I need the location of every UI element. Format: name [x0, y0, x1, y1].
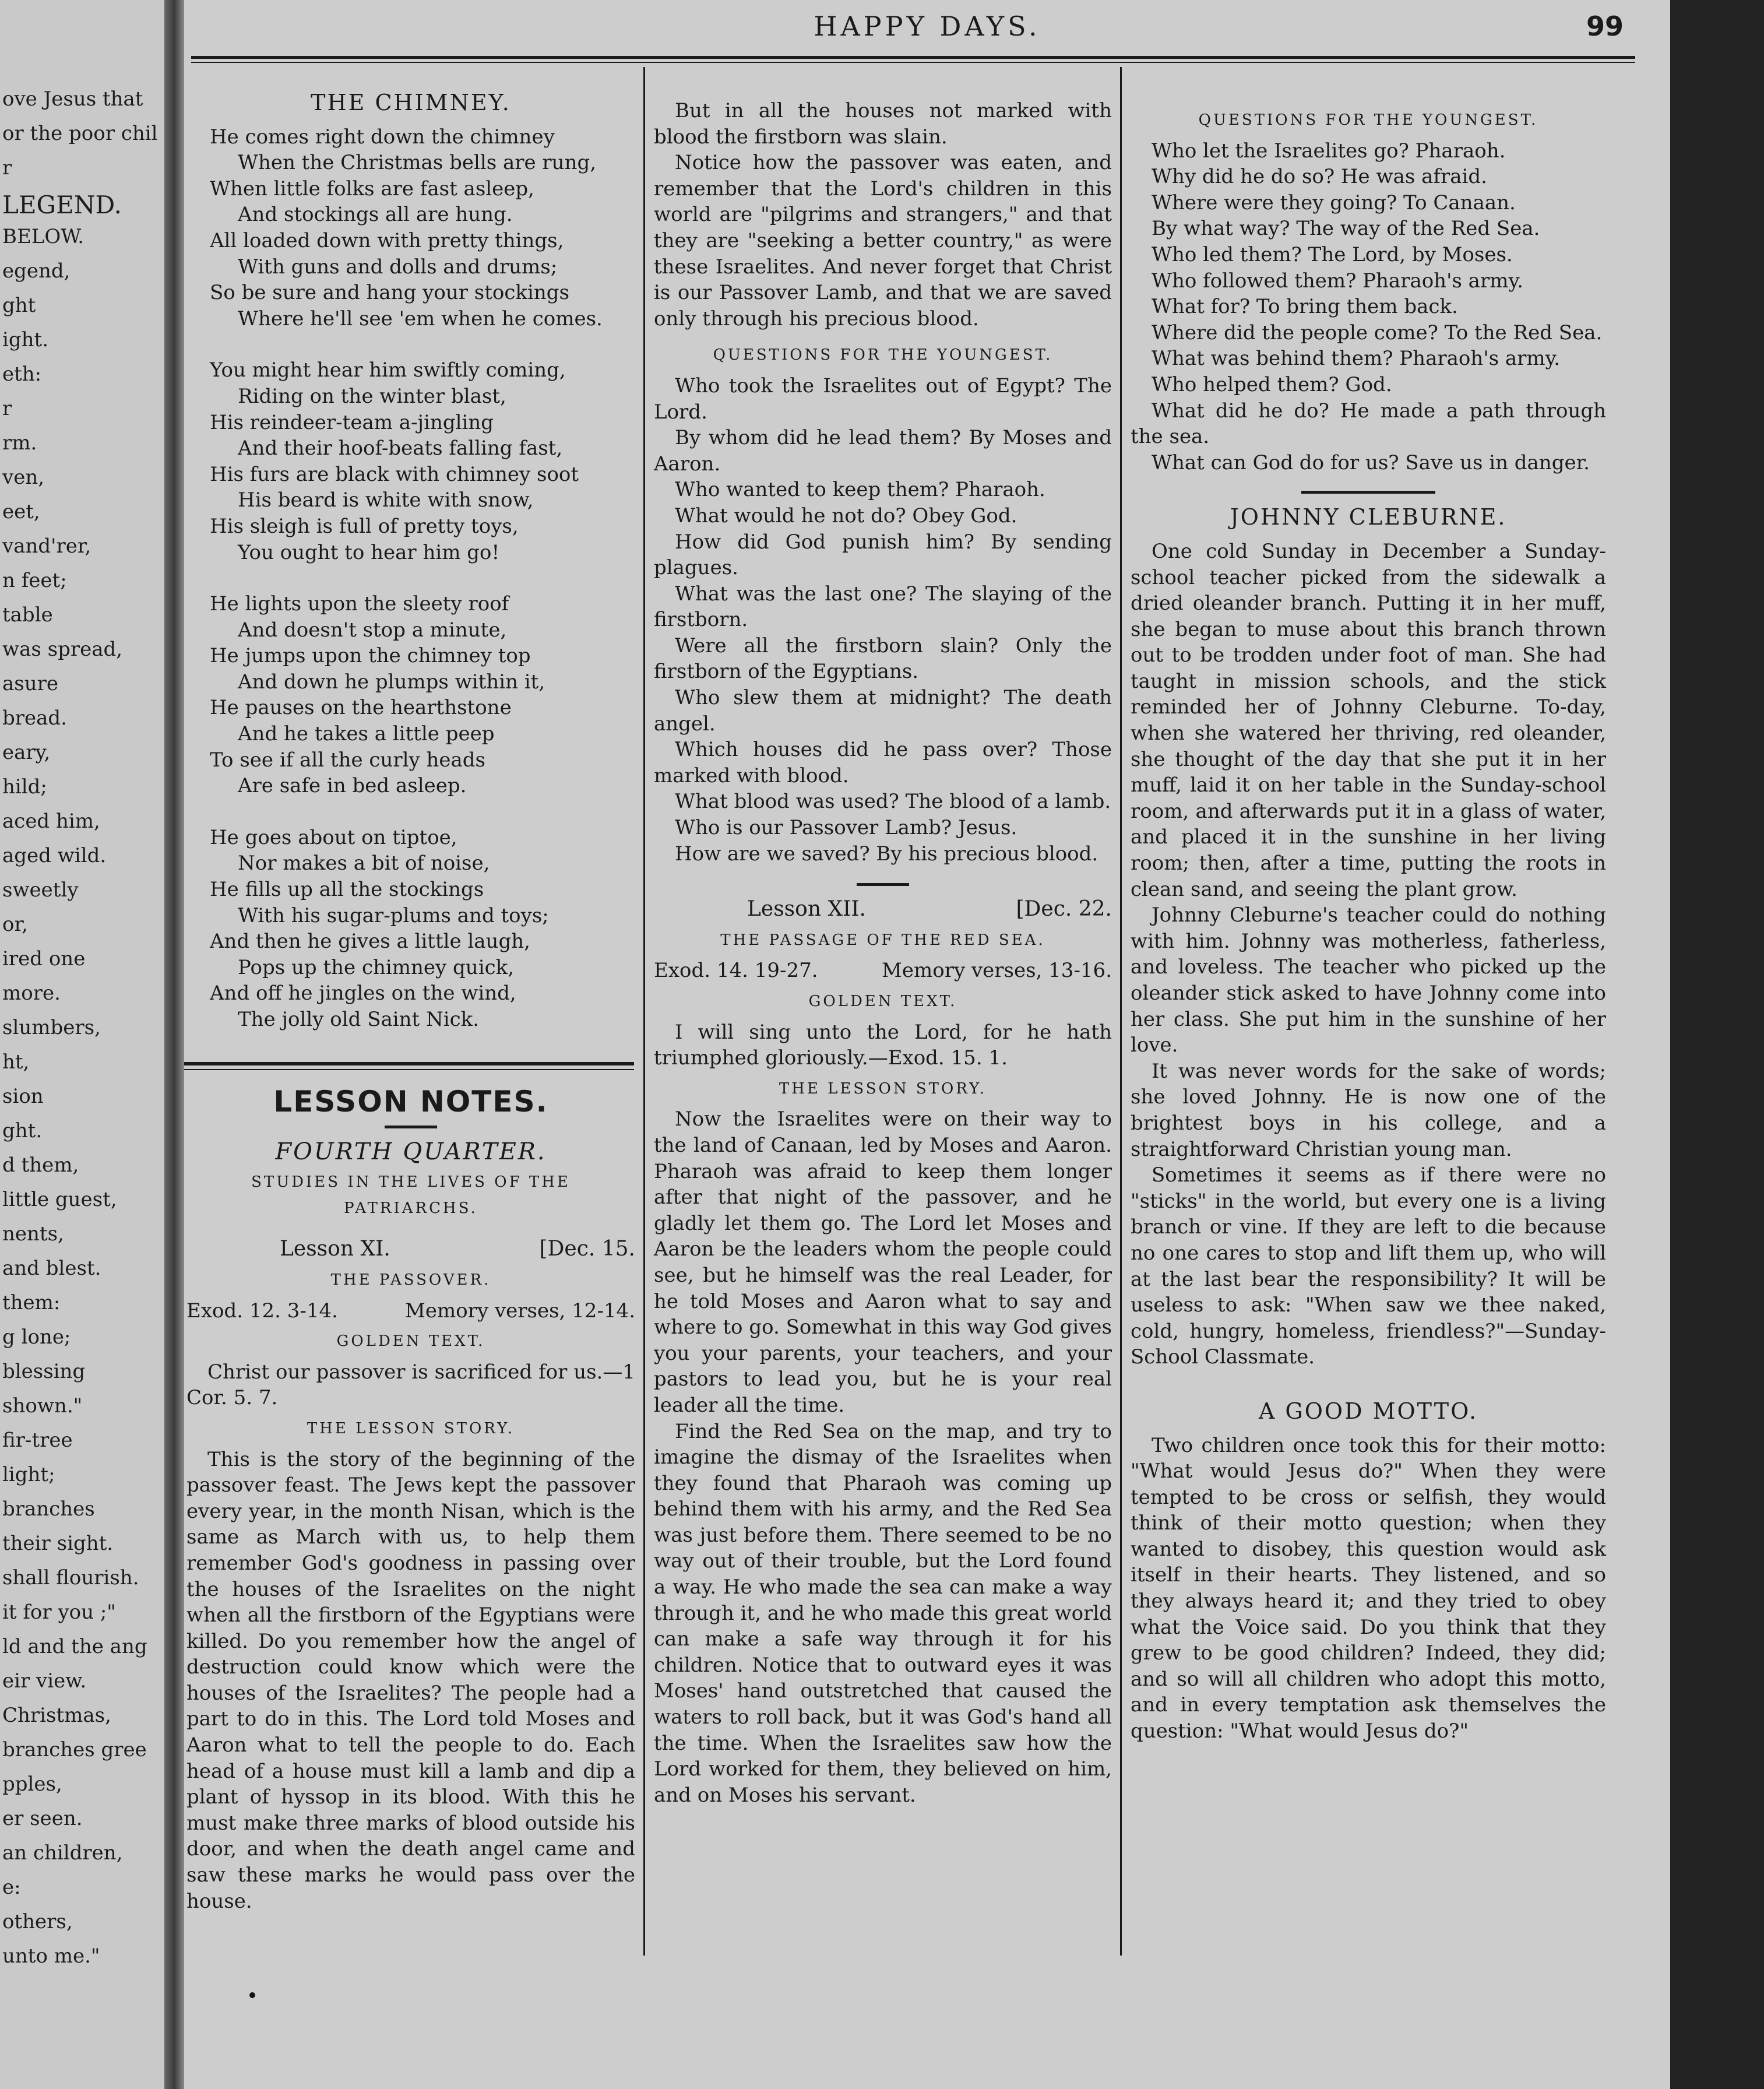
poem-line: His beard is white with snow,	[238, 488, 534, 512]
prev-page-line: r	[2, 397, 12, 420]
poem-line: He pauses on the hearthstone	[210, 696, 512, 720]
question-answer: Who slew them at midnight? The death angel.	[654, 686, 1112, 736]
section-rule-thin	[184, 1069, 634, 1070]
question-answer: Who took the Israelites out of Egypt? The Lord.	[654, 374, 1112, 424]
poem-line: With his sugar-plums and toys;	[238, 903, 549, 927]
prev-page-line: d them,	[2, 1153, 79, 1177]
column-rule-2	[1120, 67, 1122, 1956]
poem-line: And he takes a little peep	[238, 722, 495, 746]
lesson-story-label: THE LESSON STORY.	[779, 1079, 987, 1098]
question-answer: How did God punish him? By sending plagues.	[654, 530, 1112, 580]
question-answer: What was the last one? The slaying of the firstborn.	[654, 582, 1112, 632]
prev-page-line: eet,	[2, 500, 40, 523]
golden-text-label: GOLDEN TEXT.	[336, 1332, 485, 1351]
lesson-notes-title: LESSON NOTES.	[273, 1085, 548, 1119]
paragraph: Notice how the passover was eaten, and remember that the Lord's children in this world are "pilgrims and strangers," and that they are "seeking a better country," as were these Israelites. And never forget that Christ is our Passover Lamb, and that we are saved only through his precious blood.	[654, 151, 1112, 330]
poem-line: When the Christmas bells are rung,	[238, 151, 597, 175]
poem-stanza	[210, 825, 635, 1033]
book-gutter	[164, 0, 184, 2089]
poem-line: His furs are black with chimney soot	[210, 462, 579, 486]
questions-list	[1131, 138, 1606, 476]
questions-list	[654, 373, 1112, 867]
prev-page-line: pples,	[2, 1773, 62, 1796]
paragraph: One cold Sunday in December a Sunday-school teacher picked from the sidewalk a dried oleander branch. Putting it in her muff, she began to muse about this branch thrown out to be trodden under foot of man. She had taught in mission schools, and the stick reminded her of Johnny Cleburne. To-day, when she watered her thriving, red oleander, she thought of the day that she put it in her muff, laid it on her table in the Sunday-school room, and afterwards put it in a glass of water, and placed it in the sunshine in her living room; then, after a time, putting the roots in clean sand, and seeing the plant grow.	[1131, 539, 1606, 901]
prev-page-line: fir-tree	[2, 1429, 73, 1452]
poem-line: You ought to hear him go!	[238, 540, 500, 564]
poem-line: And off he jingles on the wind,	[210, 982, 516, 1005]
studies-heading: STUDIES IN THE LIVES OF THE PATRIARCHS.	[251, 1173, 571, 1217]
prev-page-line: shown."	[2, 1394, 83, 1418]
column-1	[186, 87, 635, 1058]
lesson-label: Lesson XII.	[747, 897, 866, 922]
prev-page-line: slumbers,	[2, 1016, 101, 1039]
short-rule	[385, 1126, 437, 1128]
lesson-label: Lesson XI.	[280, 1237, 390, 1261]
prev-page-line: shall flourish.	[2, 1566, 139, 1589]
question-answer: Where did the people come? To the Red Sea.	[1152, 321, 1603, 344]
prev-page-line: bread.	[2, 706, 67, 730]
poem-line: Where he'll see 'em when he comes.	[238, 307, 603, 330]
poem-the-chimney	[186, 124, 635, 1033]
question-answer: Who helped them? God.	[1152, 372, 1392, 396]
lesson-date: [Dec. 15.	[539, 1237, 635, 1261]
running-title: HAPPY DAYS.	[814, 10, 1041, 42]
paragraph: Two children once took this for their motto: "What would Jesus do?" When they were tempted to be cross or selfish, they would think of their motto question; when they wanted to disobey, this question would ask itself in their hearts. They listened, and so they always heard it; and they tried to obey what the Voice said. Do you think that they grew to be good children? Indeed, they did; and so will all children who adopt this motto, and in every temptation ask themselves the question: "What would Jesus do?"	[1131, 1433, 1606, 1743]
poem-line: And doesn't stop a minute,	[238, 618, 507, 642]
question-answer: Which houses did he pass over? Those marked with blood.	[654, 738, 1112, 787]
question-answer: Who let the Israelites go? Pharaoh.	[1152, 139, 1506, 163]
prev-page-line: blessing	[2, 1360, 86, 1383]
question-answer: What did he do? He made a path through the sea.	[1131, 399, 1606, 449]
paragraph: Johnny Cleburne's teacher could do nothing with him. Johnny was motherless, fatherless, and loveless. The teacher who picked up the oleander stick asked to have Johnny come into her class. She put him in the sunshine of her love.	[1131, 903, 1606, 1057]
paragraph: It was never words for the sake of words; she loved Johnny. He is now one of the brightest boys in his college, and a straightforward Christian young man.	[1131, 1059, 1606, 1161]
memory-verses: Memory verses, 12-14.	[405, 1299, 635, 1323]
golden-text-label: GOLDEN TEXT.	[808, 993, 957, 1010]
column-3	[1131, 103, 1606, 1745]
previous-page-fragment	[0, 0, 164, 2089]
lesson-xi-line	[186, 1236, 635, 1262]
story-title: JOHNNY CLEBURNE.	[1230, 504, 1507, 530]
question-answer: How are we saved? By his precious blood.	[675, 842, 1098, 866]
prev-page-line: more.	[2, 982, 61, 1005]
prev-page-line: e:	[2, 1876, 21, 1899]
prev-page-line: it for you ;"	[2, 1601, 116, 1624]
column-rule-1	[643, 67, 645, 1956]
prev-page-line: ove Jesus that	[2, 87, 143, 111]
ink-spot	[249, 1992, 255, 1998]
prev-page-line: unto me."	[2, 1944, 100, 1968]
question-answer: Were all the firstborn slain? Only the firstborn of the Egyptians.	[654, 634, 1112, 684]
poem-line: Pops up the chimney quick,	[238, 955, 515, 979]
prev-page-line: branches	[2, 1497, 95, 1521]
question-answer: Why did he do so? He was afraid.	[1152, 165, 1487, 189]
prev-page-line: g lone;	[2, 1325, 71, 1349]
question-answer: By whom did he lead them? By Moses and Aaron.	[654, 426, 1112, 476]
prev-page-line: ight.	[2, 328, 49, 351]
poem-line: You might hear him swiftly coming,	[210, 358, 566, 382]
prev-page-line: rm.	[2, 431, 37, 455]
prev-page-line: nents,	[2, 1222, 64, 1246]
scan-border	[1670, 0, 1764, 2089]
page-99	[184, 0, 1670, 2089]
poem-line: So be sure and hang your stockings	[210, 281, 570, 305]
question-answer: Who wanted to keep them? Pharaoh.	[675, 478, 1045, 502]
poem-line: He jumps upon the chimney top	[210, 644, 531, 668]
poem-line: With guns and dolls and drums;	[238, 255, 558, 279]
poem-line: He fills up all the stockings	[210, 878, 484, 902]
prev-page-line: and blest.	[2, 1257, 101, 1280]
prev-page-line: er seen.	[2, 1807, 83, 1830]
poem-line: Riding on the winter blast,	[238, 384, 506, 408]
poem-line: He comes right down the chimney	[210, 125, 555, 149]
prev-page-line: little guest,	[2, 1188, 117, 1211]
prev-page-line: LEGEND.	[2, 191, 122, 219]
poem-line: And stockings all are hung.	[238, 203, 513, 227]
prev-page-line: branches gree	[2, 1738, 147, 1761]
prev-page-line: ired one	[2, 947, 86, 970]
question-answer: What blood was used? The blood of a lamb.	[675, 790, 1111, 814]
question-answer: What can God do for us? Save us in danger.	[1152, 451, 1590, 474]
lesson-story: This is the story of the beginning of the passover feast. The Jews kept the passover every year, in the month Nisan, which is the same as March with us, to help them remember God's goodness in passing over the houses of the Israelites on the night when all the firstborn of the Egyptians were killed. Do you remember how the angel of destruction could know which were the houses of the Israelites? The people had a part to do in this. The Lord told Moses and Aaron what to tell the people to do. Each head of a house must kill a lamb and dip a plant of hyssop in its blood. With this he must make three marks of blood outside his door, and when the death angel came and saw these marks he would pass over the house.	[186, 1447, 635, 1913]
prev-page-line: asure	[2, 672, 58, 695]
story-title: A GOOD MOTTO.	[1258, 1398, 1478, 1424]
poem-line: To see if all the curly heads	[210, 748, 485, 772]
lesson-story: Now the Israelites were on their way to the land of Canaan, led by Moses and Aaron. Pharaoh was afraid to keep them longer after that night of the passover, and he gladly let them go. The Lord let Moses and Aaron be the leaders whom the people could see, but he himself was the real Leader, for he told Moses and Aaron what to say and where to go. Somewhat in this way God gives you your parents, your teachers, and your pastors to lead you, but he is your real leader all the time.	[654, 1107, 1112, 1417]
prev-page-line: aced him,	[2, 810, 100, 833]
poem-line: And then he gives a little laugh,	[210, 930, 530, 954]
paragraph: But in all the houses not marked with blood the firstborn was slain.	[654, 99, 1112, 149]
prev-page-line: ght.	[2, 1119, 43, 1142]
lesson-story-label: THE LESSON STORY.	[307, 1419, 515, 1437]
prev-page-line: Christmas,	[2, 1704, 111, 1727]
prev-page-line: eth:	[2, 363, 42, 386]
prev-page-line: egend,	[2, 259, 71, 283]
prev-page-line: aged wild.	[2, 844, 107, 867]
poem-line: The jolly old Saint Nick.	[238, 1008, 480, 1031]
prev-page-line: ld and the ang	[2, 1635, 147, 1658]
prev-page-line: ht,	[2, 1050, 30, 1074]
question-answer: What would he not do? Obey God.	[675, 504, 1017, 527]
poem-line: His sleigh is full of pretty toys,	[210, 514, 519, 538]
prev-page-line: or,	[2, 913, 28, 936]
prev-page-line: eir view.	[2, 1669, 87, 1693]
prev-page-line: hild;	[2, 775, 47, 799]
lesson-subject: THE PASSAGE OF THE RED SEA.	[720, 931, 1045, 949]
prev-page-line: eary,	[2, 741, 51, 764]
question-answer: Where were they going? To Canaan.	[1152, 191, 1516, 214]
question-answer: Who followed them? Pharaoh's army.	[1152, 269, 1523, 293]
poem-line: His reindeer-team a-jingling	[210, 410, 494, 434]
prev-page-line: vand'rer,	[2, 534, 91, 558]
lesson-xii-line	[654, 896, 1112, 923]
poem-line: He goes about on tiptoe,	[210, 825, 457, 849]
poem-line: When little folks are fast asleep,	[210, 177, 534, 201]
prev-page-line: sweetly	[2, 878, 79, 902]
header-rule-thin	[191, 62, 1635, 63]
memory-verses: Memory verses, 13-16.	[882, 959, 1112, 983]
poem-title: THE CHIMNEY.	[311, 90, 511, 115]
prev-page-line: ven,	[2, 466, 45, 489]
page-number: 99	[1586, 10, 1624, 42]
poem-line: He lights upon the sleety roof	[210, 592, 509, 616]
poem-line: And down he plumps within it,	[238, 670, 545, 694]
reference: Exod. 12. 3-14.	[186, 1299, 338, 1323]
scripture-reference	[186, 1298, 635, 1324]
poem-line: And their hoof-beats falling fast,	[238, 437, 563, 460]
section-rule	[184, 1062, 634, 1065]
prev-page-line: their sight.	[2, 1532, 114, 1555]
questions-label: QUESTIONS FOR THE YOUNGEST.	[713, 346, 1053, 364]
header-rule	[191, 56, 1635, 59]
poem-stanza	[210, 357, 635, 565]
question-answer: What for? To bring them back.	[1152, 295, 1458, 319]
golden-text: I will sing unto the Lord, for he hath triumphed gloriously.—Exod. 15. 1.	[654, 1020, 1112, 1070]
prev-page-line: light;	[2, 1463, 55, 1486]
questions-label: QUESTIONS FOR THE YOUNGEST.	[1198, 111, 1538, 129]
poem-stanza	[210, 124, 635, 332]
scripture-reference	[654, 958, 1112, 984]
prev-page-line: BELOW.	[2, 225, 84, 248]
poem-stanza	[210, 591, 635, 799]
prev-page-line: them:	[2, 1291, 61, 1314]
quarter-heading: FOURTH QUARTER.	[275, 1138, 547, 1165]
prev-page-line: an children,	[2, 1841, 123, 1865]
column-2	[654, 98, 1112, 1808]
poem-line: Nor makes a bit of noise,	[238, 852, 490, 875]
prev-page-line: was spread,	[2, 638, 123, 661]
question-answer: What was behind them? Pharaoh's army.	[1152, 347, 1561, 371]
lesson-date: [Dec. 22.	[1016, 897, 1112, 922]
reference: Exod. 14. 19-27.	[654, 959, 818, 983]
short-rule	[857, 883, 909, 886]
question-answer: By what way? The way of the Red Sea.	[1152, 217, 1540, 241]
prev-page-line: table	[2, 603, 53, 627]
question-answer: Who is our Passover Lamb? Jesus.	[675, 816, 1017, 840]
lesson-notes-section	[186, 1085, 635, 1914]
prev-page-line: or the poor chil	[2, 122, 158, 145]
poem-line: All loaded down with pretty things,	[210, 228, 564, 252]
prev-page-line: n feet;	[2, 569, 67, 592]
short-rule	[1301, 491, 1435, 494]
paragraph: Sometimes it seems as if there were no "sticks" in the world, but every one is a living branch or vine. If they are left to die because no one cares to stop and lift them up, who will at the last bear the responsibility? It will be useless to ask: "When saw we thee naked, cold, hungry, homeless, friendless?"—Sunday-School Classmate.	[1131, 1163, 1606, 1369]
lesson-story: Find the Red Sea on the map, and try to imagine the dismay of the Israelites when they found that Pharaoh was coming up behind them with his army, and the Red Sea was just before them. There seemed to be no way out of their trouble, but the Lord found a way. He who made the sea can make a way through it, and he who made this great world can make a safe way through it for his children. Notice that to outward eyes it was Moses' hand outstretched that caused the waters to roll back, but it was God's hand all the time. When the Israelites saw how the Lord worked for them, they believed on him, and on Moses his servant.	[654, 1419, 1112, 1807]
prev-page-line: others,	[2, 1910, 73, 1933]
prev-page-line: r	[2, 156, 12, 180]
prev-page-line: ght	[2, 294, 36, 317]
question-answer: Who led them? The Lord, by Moses.	[1152, 242, 1513, 266]
lesson-subject: THE PASSOVER.	[330, 1271, 491, 1289]
prev-page-line: sion	[2, 1085, 44, 1108]
golden-text: Christ our passover is sacrificed for us.—1 Cor. 5. 7.	[186, 1360, 635, 1410]
poem-line: Are safe in bed asleep.	[238, 774, 467, 798]
